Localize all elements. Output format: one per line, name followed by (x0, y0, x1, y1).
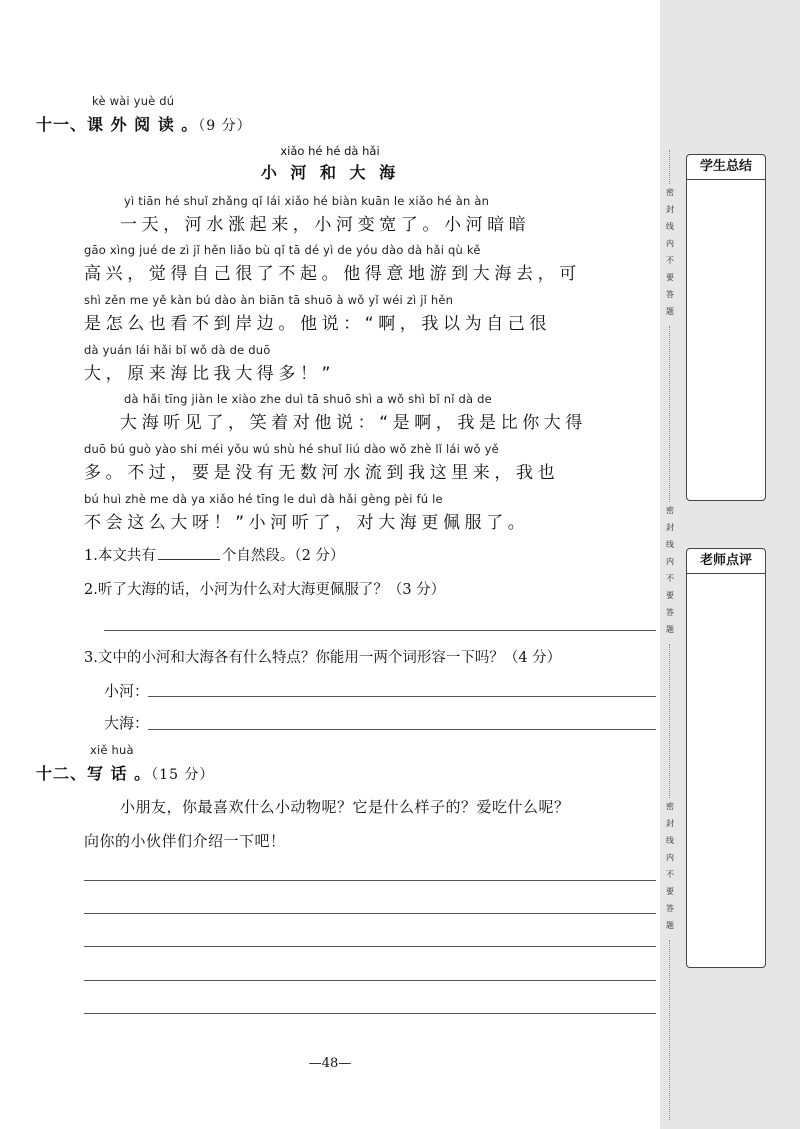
question-2-answer-line[interactable] (104, 630, 656, 631)
page-number: —48— (308, 1056, 352, 1071)
seal-char: 封 (666, 819, 674, 828)
story-line-7-pinyin: bú huì zhè me dà ya xiǎo hé tīng le duì dà hǎi gèng pèi fú le (84, 492, 443, 506)
student-summary-box[interactable] (686, 154, 766, 501)
seal-char: 答 (666, 608, 674, 617)
section11-score: （9 分） (198, 118, 252, 134)
story-line-6: 多。不过，要是没有无数河水流到我这里来，我也 (84, 463, 560, 483)
question-1-blank[interactable] (158, 545, 220, 560)
section12-heading (36, 761, 214, 784)
writing-line[interactable] (84, 913, 656, 914)
teacher-comment-box[interactable] (686, 548, 766, 968)
seal-dotted-line (669, 940, 670, 1120)
writing-line[interactable] (84, 980, 656, 981)
seal-char: 要 (666, 591, 674, 600)
question-1-prefix: 1.本文共有 (84, 548, 156, 564)
story-line-3-pinyin: shì zěn me yě kàn bú dào àn biān tā shuō à wǒ yǐ wéi zì jǐ hěn (84, 293, 454, 307)
seal-char: 内 (666, 853, 674, 862)
seal-char: 不 (666, 870, 674, 879)
seal-char: 封 (666, 523, 674, 532)
seal-char: 题 (666, 307, 674, 316)
writing-prompt-line-1: 小朋友，你最喜欢什么小动物呢？它是什么样子的？爱吃什么呢？ (120, 798, 570, 816)
seal-char: 不 (666, 574, 674, 583)
question-3-river-line[interactable] (148, 696, 656, 697)
student-summary-title: 学生总结 (687, 155, 765, 180)
seal-dotted-line (669, 150, 670, 184)
seal-char: 密 (666, 506, 674, 515)
question-3: 3.文中的小河和大海各有什么特点？你能用一两个词形容一下吗？（4 分） (84, 650, 562, 666)
question-1-suffix: 个自然段。（2 分） (221, 548, 345, 564)
story-line-2: 高兴，觉得自己很了不起。他得意地游到大海去，可 (84, 264, 581, 284)
story-title-pinyin: xiǎo hé hé dà hǎi (280, 144, 380, 158)
seal-char: 封 (666, 205, 674, 214)
section12-score: （15 分） (151, 767, 215, 783)
writing-line[interactable] (84, 1013, 656, 1014)
question-1 (84, 544, 344, 565)
writing-line[interactable] (84, 880, 656, 881)
seal-char: 答 (666, 290, 674, 299)
story-line-4-pinyin: dà yuán lái hǎi bǐ wǒ dà de duō (84, 343, 271, 357)
seal-dotted-line (669, 644, 670, 798)
question-2: 2.听了大海的话，小河为什么对大海更佩服了？（3 分） (84, 582, 446, 598)
section11-title: 十一、课 外 阅 读 。 (36, 115, 199, 134)
section12-title: 十二、写 话 。 (36, 764, 152, 783)
teacher-comment-title: 老师点评 (687, 549, 765, 574)
seal-char: 不 (666, 256, 674, 265)
seal-notice-1 (664, 184, 676, 320)
story-line-6-pinyin: duō bú guò yào shi méi yǒu wú shù hé shuǐ liú dào wǒ zhè lǐ lái wǒ yě (84, 442, 499, 456)
seal-char: 线 (666, 222, 674, 231)
seal-char: 题 (666, 921, 674, 930)
question-3-river-label: 小河： (104, 682, 150, 700)
section11-heading (36, 112, 252, 135)
story-title: 小 河 和 大 海 (260, 163, 400, 182)
story-line-2-pinyin: gāo xìng jué de zì jǐ hěn liǎo bù qǐ tā dé yì de yóu dào dà hǎi qù kě (84, 243, 481, 257)
story-line-1: 一天，河水涨起来，小河变宽了。小河暗暗 (120, 215, 531, 235)
question-3-sea-label: 大海： (104, 714, 150, 732)
seal-char: 密 (666, 802, 674, 811)
seal-char: 要 (666, 887, 674, 896)
story-line-5: 大海听见了，笑着对他说：“是啊，我是比你大得 (120, 413, 588, 433)
writing-prompt-line-2: 向你的小伙伴们介绍一下吧！ (84, 832, 286, 850)
section12-pinyin: xiě huà (90, 743, 134, 757)
story-line-7: 不会这么大呀！”小河听了，对大海更佩服了。 (84, 513, 530, 533)
seal-dotted-line (669, 326, 670, 502)
seal-char: 内 (666, 557, 674, 566)
seal-char: 线 (666, 836, 674, 845)
story-line-1-pinyin: yì tiān hé shuǐ zhǎng qǐ lái xiǎo hé biàn kuān le xiǎo hé àn àn (124, 194, 490, 208)
writing-line[interactable] (84, 946, 656, 947)
story-line-3: 是怎么也看不到岸边。他说：“啊，我以为自己很 (84, 314, 552, 334)
seal-char: 线 (666, 540, 674, 549)
story-line-5-pinyin: dà hǎi tīng jiàn le xiào zhe duì tā shuō shì a wǒ shì bǐ nǐ dà de (124, 392, 492, 406)
seal-char: 密 (666, 188, 674, 197)
seal-char: 题 (666, 625, 674, 634)
seal-char: 答 (666, 904, 674, 913)
story-line-4: 大，原来海比我大得多！” (84, 364, 336, 384)
seal-char: 内 (666, 239, 674, 248)
seal-notice-2 (664, 502, 676, 638)
question-3-sea-line[interactable] (148, 729, 656, 730)
section11-pinyin: kè wài yuè dú (92, 94, 175, 108)
seal-char: 要 (666, 273, 674, 282)
seal-notice-3 (664, 798, 676, 934)
